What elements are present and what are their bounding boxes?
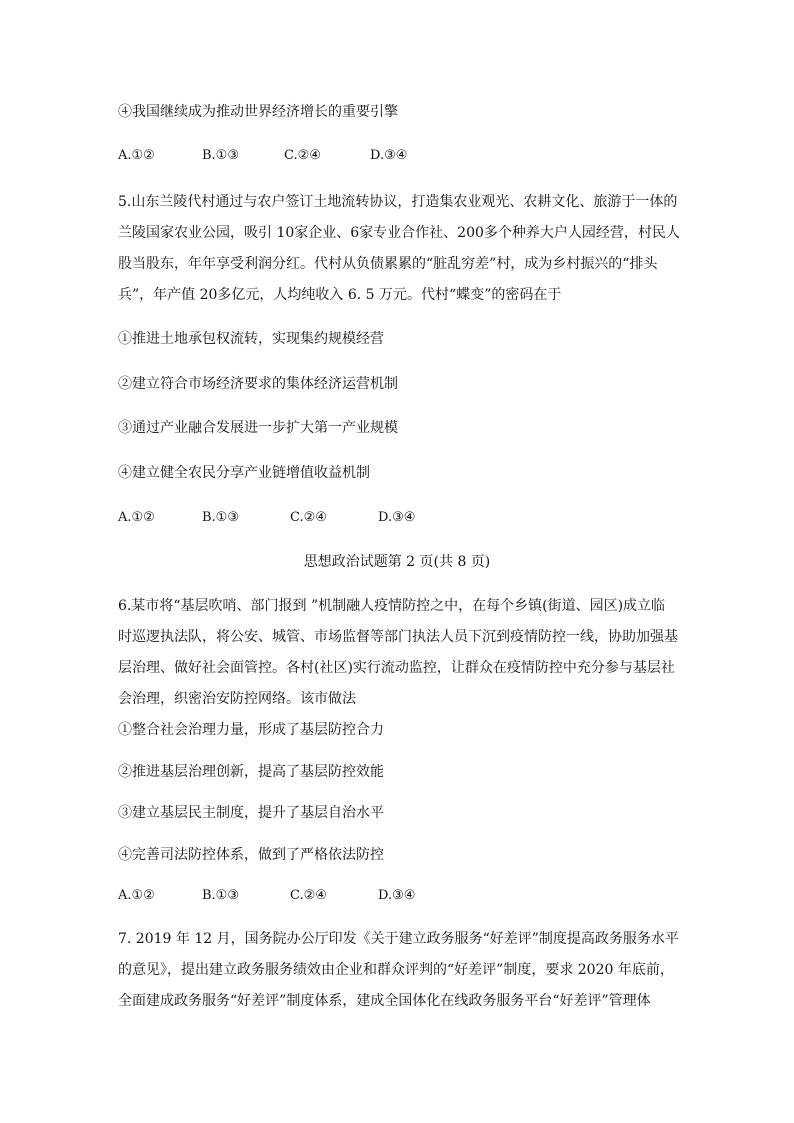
q5-choice-a: A.①② <box>118 510 155 525</box>
q4-choice-b: B.①③ <box>202 148 239 163</box>
q6-choice-b: B.①③ <box>202 888 239 903</box>
q5-option-2: ②建立符合市场经济要求的集体经济运营机制 <box>118 376 398 392</box>
q6-choice-a: A.①② <box>118 888 155 903</box>
q6-option-2: ②推进基层治理创新，提高了基层防控效能 <box>118 764 384 780</box>
q5-stem-line-4: 兵”，年产值 20多亿元，人均纯收入 6. 5 万元。代村“蝶变”的密码在于 <box>118 287 562 303</box>
q5-stem-line-1: 5.山东兰陵代村通过与农户签订土地流转协议，打造集农业观光、农耕文化、旅游于一体的 <box>118 194 678 210</box>
page-footer: 思想政治试题第 2 页(共 8 页) <box>303 554 491 570</box>
q6-option-4: ④完善司法防控体系，做到了严格依法防控 <box>118 847 384 863</box>
q7-stem-line-3: 全面建成政务服务“好差评”制度体系，建成全国体化在线政务服务平台“好差评”管理体 <box>118 993 651 1009</box>
q6-option-1: ①整合社会治理力量，形成了基层防控合力 <box>118 722 384 738</box>
q7-stem-line-2: 的意见》，提出建立政务服务绩效由企业和群众评判的“好差评”制度，要求 2020 年底前， <box>118 962 674 978</box>
q6-stem-line-4: 会治理，织密治安防控网络。该市做法 <box>118 691 356 707</box>
q5-stem-line-2: 兰陵国家农业公园，吸引 10家企业、6家专业合作社、200多个种养大户人园经营，村民人 <box>118 225 680 241</box>
q6-choice-c: C.②④ <box>290 888 327 903</box>
q6-stem-line-2: 时巡逻执法队，将公安、城管、市场监督等部门执法人员下沉到疫情防控一线，协助加强基 <box>118 629 678 645</box>
q4-choice-a: A.①② <box>118 148 155 163</box>
q7-stem-line-1: 7. 2019 年 12 月，国务院办公厅印发《关于建立政务服务“好差评”制度提高政务服务水平 <box>118 931 679 947</box>
q5-choice-c: C.②④ <box>290 510 327 525</box>
q5-stem-line-3: 股当股东，年年享受利润分红。代村从负债累累的“脏乱穷差”村，成为乡村振兴的“排头 <box>118 256 658 272</box>
q5-option-4: ④建立健全农民分享产业链增值收益机制 <box>118 465 370 481</box>
q5-option-3: ③通过产业融合发展进一步扩大第一产业规模 <box>118 420 398 436</box>
q6-option-3: ③建立基层民主制度，提升了基层自治水平 <box>118 805 384 821</box>
q6-choice-d: D.③④ <box>378 888 416 903</box>
q5-choice-d: D.③④ <box>378 510 416 525</box>
q4-option-4: ④我国继续成为推动世界经济增长的重要引擎 <box>118 104 398 120</box>
q4-choice-d: D.③④ <box>370 148 408 163</box>
q6-stem-line-3: 层治理、做好社会面管控。各村(社区)实行流动监控，让群众在疫情防控中充分参与基层社 <box>118 660 675 676</box>
q4-choice-c: C.②④ <box>284 148 321 163</box>
q6-stem-line-1: 6.某市将“基层吹哨、部门报到 ”机制融人疫情防控之中，在每个乡镇(街道、园区)成立临 <box>118 598 666 614</box>
q5-option-1: ①推进土地承包权流转，实现集约规模经营 <box>118 331 384 347</box>
q5-choice-b: B.①③ <box>202 510 239 525</box>
